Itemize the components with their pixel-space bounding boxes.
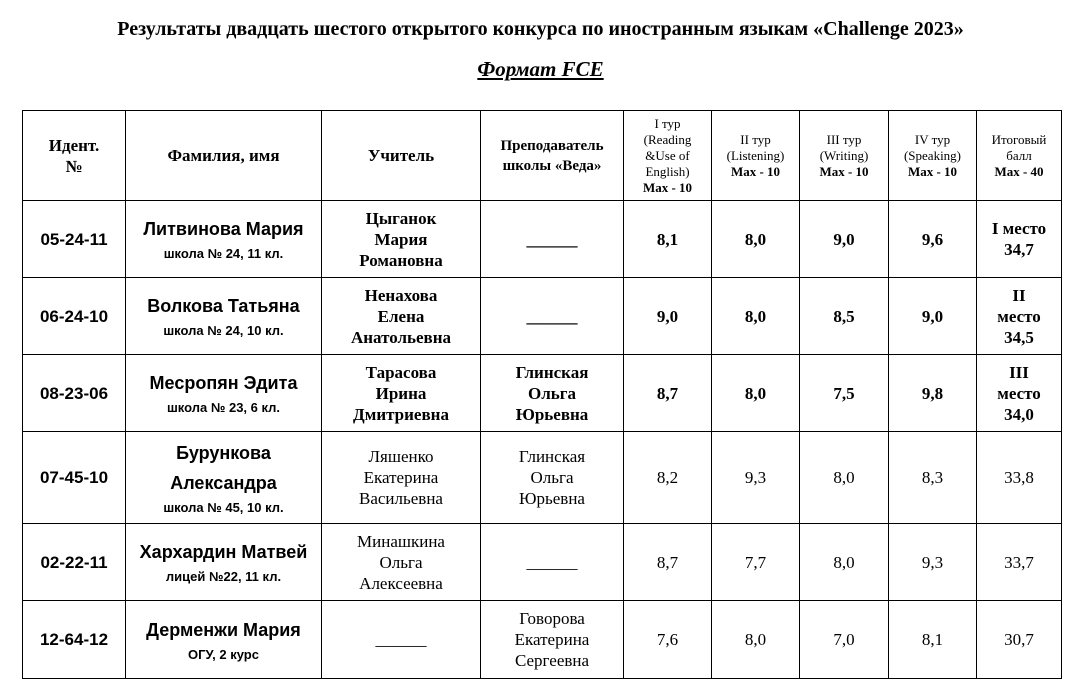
format-subtitle: Формат FCE <box>477 57 604 81</box>
veda-line: ______ <box>526 552 578 572</box>
row-veda-teacher <box>481 355 624 432</box>
row-round4-score: 9,8 <box>889 355 977 432</box>
header-round1-line2: (Reading <box>643 131 692 147</box>
row-round1-score: 7,6 <box>624 601 712 679</box>
row-participant <box>126 432 322 524</box>
participant-school: школа № 24, 11 кл. <box>163 246 284 261</box>
total-line: 30,7 <box>1004 630 1034 649</box>
header-total-max: Max - 40 <box>994 163 1044 179</box>
row-round4-score: 8,3 <box>889 432 977 524</box>
row-round2-score: 8,0 <box>712 278 800 355</box>
header-total-line2: балл <box>1006 147 1032 163</box>
table-row <box>23 201 1062 278</box>
header-veda-teacher <box>481 111 624 201</box>
teacher-line: Цыганок <box>365 208 437 228</box>
row-total-score <box>977 432 1062 524</box>
row-round2-score: 8,0 <box>712 201 800 278</box>
participant-name: Месропян Эдита <box>149 373 298 393</box>
header-round2-line2: (Listening) <box>726 147 785 163</box>
row-round3-score: 8,0 <box>800 432 889 524</box>
row-veda-teacher <box>481 601 624 679</box>
participant-name: Дерменжи Мария <box>146 619 301 640</box>
veda-line: Ольга <box>530 468 574 487</box>
teacher-line: Ляшенко <box>368 447 434 466</box>
row-teacher <box>322 355 481 432</box>
total-line: III <box>1009 362 1029 382</box>
header-veda-line1: Преподаватель <box>500 137 604 154</box>
row-round2-score: 9,3 <box>712 432 800 524</box>
table-header <box>23 111 1062 201</box>
header-round2 <box>712 111 800 201</box>
header-round1-line3: &Use of <box>645 147 690 163</box>
veda-line: Юрьевна <box>515 404 589 424</box>
header-round1 <box>624 111 712 201</box>
table-row <box>23 601 1062 679</box>
row-participant <box>126 278 322 355</box>
row-participant <box>126 355 322 432</box>
participant-name-line1: Бурункова <box>176 442 271 463</box>
document-title: Результаты двадцать шестого открытого конкурса по иностранным языкам «Challenge 2023» <box>117 18 964 40</box>
header-ident <box>23 111 126 201</box>
participant-school: школа № 24, 10 кл. <box>163 323 284 338</box>
results-table <box>22 110 1062 679</box>
row-round1-score: 8,2 <box>624 432 712 524</box>
veda-line: Ольга <box>528 383 576 403</box>
teacher-line: Дмитриевна <box>353 404 449 424</box>
total-line: место <box>997 383 1041 403</box>
row-veda-teacher <box>481 524 624 601</box>
veda-line: Сергеевна <box>514 651 590 670</box>
row-round1-score: 9,0 <box>624 278 712 355</box>
row-veda-teacher <box>481 432 624 524</box>
teacher-line: Романовна <box>359 250 443 270</box>
row-round4-score: 9,0 <box>889 278 977 355</box>
total-line: 34,7 <box>1004 240 1034 259</box>
header-round3-max: Max - 10 <box>819 163 869 179</box>
row-teacher <box>322 524 481 601</box>
teacher-line: Алексеевна <box>359 573 443 593</box>
header-name: Фамилия, имя <box>126 111 322 201</box>
row-teacher <box>322 432 481 524</box>
row-round2-score: 8,0 <box>712 355 800 432</box>
row-round3-score: 7,0 <box>800 601 889 679</box>
header-round4-line2: (Speaking) <box>903 147 962 163</box>
row-veda-teacher <box>481 278 624 355</box>
row-teacher <box>322 278 481 355</box>
row-total-score <box>977 278 1062 355</box>
row-total-score <box>977 201 1062 278</box>
teacher-line: Ненахова <box>364 285 438 305</box>
participant-school: школа № 23, 6 кл. <box>166 400 281 415</box>
total-line: II <box>1012 285 1026 305</box>
header-round4 <box>889 111 977 201</box>
teacher-line: Ирина <box>375 383 427 403</box>
row-participant <box>126 201 322 278</box>
total-line: 33,7 <box>1004 552 1034 572</box>
header-round1-max: Max - 10 <box>642 179 693 195</box>
table-body <box>23 201 1062 679</box>
row-round1-score: 8,1 <box>624 201 712 278</box>
row-teacher <box>322 201 481 278</box>
veda-line: Екатерина <box>514 630 590 649</box>
participant-name: Хархардин Матвей <box>139 542 308 562</box>
teacher-line: Васильевна <box>359 489 443 508</box>
teacher-line: ______ <box>375 630 427 649</box>
row-round1-score: 8,7 <box>624 355 712 432</box>
teacher-line: Тарасова <box>365 362 437 382</box>
teacher-line: Елена <box>377 306 425 326</box>
header-round2-line1: II тур <box>740 131 771 147</box>
table-row <box>23 278 1062 355</box>
row-round3-score: 9,0 <box>800 201 889 278</box>
header-teacher: Учитель <box>322 111 481 201</box>
total-line: место <box>997 306 1041 326</box>
header-round1-line4: English) <box>645 163 690 179</box>
row-round3-score: 7,5 <box>800 355 889 432</box>
row-teacher <box>322 601 481 679</box>
header-round3-line1: III тур <box>826 131 862 147</box>
header-round3-line2: (Writing) <box>819 147 869 163</box>
row-total-score <box>977 524 1062 601</box>
table-row <box>23 524 1062 601</box>
table-row <box>23 432 1062 524</box>
participant-name: Волкова Татьяна <box>147 296 300 316</box>
header-row <box>23 111 1062 201</box>
row-total-score <box>977 355 1062 432</box>
teacher-line: Анатольевна <box>350 327 452 347</box>
veda-line: Глинская <box>515 362 589 382</box>
header-round1-line1: I тур <box>654 115 681 131</box>
total-line: I место <box>991 219 1047 238</box>
total-line: 34,0 <box>1004 404 1034 424</box>
row-participant <box>126 524 322 601</box>
veda-line: Говорова <box>519 609 585 628</box>
row-round2-score: 7,7 <box>712 524 800 601</box>
header-ident-line2: № <box>65 156 83 176</box>
row-ident: 02-22-11 <box>23 524 126 601</box>
teacher-line: Ольга <box>379 552 423 572</box>
veda-line: ______ <box>526 306 578 326</box>
participant-name: Литвинова Мария <box>143 219 304 239</box>
row-ident: 05-24-11 <box>23 201 126 278</box>
veda-line: ______ <box>526 229 578 249</box>
header-veda-line2: школы «Веда» <box>502 157 602 174</box>
participant-school: школа № 45, 10 кл. <box>163 499 284 515</box>
row-ident: 12-64-12 <box>23 601 126 679</box>
row-ident: 06-24-10 <box>23 278 126 355</box>
veda-line: Юрьевна <box>519 489 585 508</box>
veda-line: Глинская <box>518 447 586 466</box>
row-ident: 08-23-06 <box>23 355 126 432</box>
table-row <box>23 355 1062 432</box>
header-round4-line1: IV тур <box>914 131 951 147</box>
header-round2-max: Max - 10 <box>730 163 781 179</box>
row-veda-teacher <box>481 201 624 278</box>
teacher-line: Минашкина <box>357 531 445 551</box>
teacher-line: Мария <box>374 229 428 249</box>
participant-school: лицей №22, 11 кл. <box>165 569 282 584</box>
teacher-line: Екатерина <box>363 468 439 487</box>
header-round3 <box>800 111 889 201</box>
total-line: 33,8 <box>1004 468 1034 487</box>
total-line: 34,5 <box>1004 327 1034 347</box>
participant-school: ОГУ, 2 курс <box>188 646 259 662</box>
row-round3-score: 8,5 <box>800 278 889 355</box>
row-round4-score: 9,6 <box>889 201 977 278</box>
row-ident: 07-45-10 <box>23 432 126 524</box>
row-round2-score: 8,0 <box>712 601 800 679</box>
row-round3-score: 8,0 <box>800 524 889 601</box>
row-participant <box>126 601 322 679</box>
header-ident-line1: Идент. <box>48 135 100 155</box>
row-total-score <box>977 601 1062 679</box>
header-total <box>977 111 1062 201</box>
row-round4-score: 9,3 <box>889 524 977 601</box>
header-total-line1: Итоговый <box>991 131 1047 147</box>
participant-name-line2: Александра <box>170 472 277 493</box>
header-round4-max: Max - 10 <box>907 163 958 179</box>
row-round1-score: 8,7 <box>624 524 712 601</box>
row-round4-score: 8,1 <box>889 601 977 679</box>
